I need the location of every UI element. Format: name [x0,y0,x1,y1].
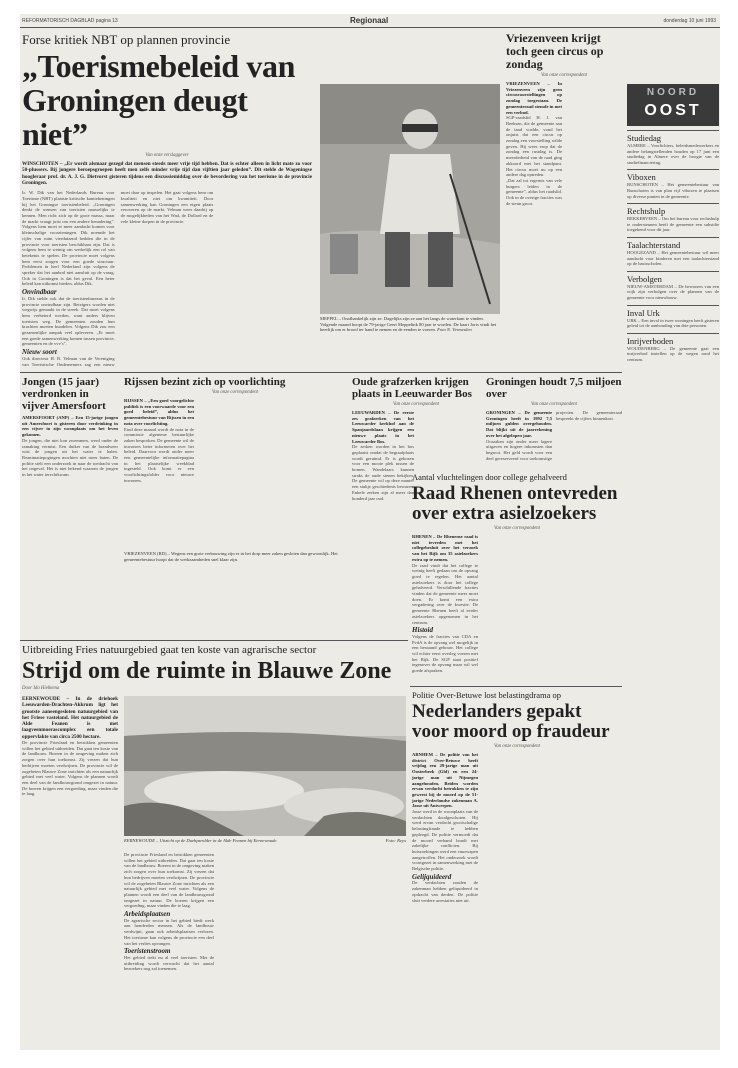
section-rule [20,640,408,641]
byline: Van onze verslaggever [145,153,189,158]
body-text: Volgens de fracties van CDA en PvdA is de opvang wel mogelijk in een bestaand gebouw. Het college wil echter eerst overleg voeren met het Rijk. De SGP staat positief tegenover de opvang maar wil wel goede afspraken. [412,633,478,674]
body-text: De verdachten zouden de zakenman hebben geliquideerd in opdracht van derden. De politie sluit verdere arrestaties niet uit. [412,880,478,903]
body-text: De jongen, die niet kon zwemmen, werd onder de ramaking vermist. Een duiker van de brandweer wist de jongen uit het water te halen. Reanimatiepogingen mochten niet meer baten. De politie stelt een onderzoek in naar de toedracht van het ongeval. Het is niet bekend waarom de jongen in het water terechtkwam. [22,437,118,478]
sidebar-item-title: Taalachterstand [627,237,719,250]
body-columns [412,534,622,674]
body-text: SGP-raadslid H. J. van Beeksen, die de gemeente aan de tand voelde, vond het onjuist dat een circus op zondag een voorstelling wilde geven. Hij wees erop dat de zondag een rustdag is. De meerderheid van de raad ging akkoord met het standpunt. Het circus moet nu op een andere dag optreden. [506,115,562,178]
section-logo [627,84,719,126]
kicker: Forse kritiek NBT op plannen provincie [22,32,231,47]
body-text: Ir. W. Dik van het Nederlands Bureau voor Toerisme (NBT) plaatste kritische kanttekeningen bij het Groningse toeristenbeleid. „Groningen denkt de wensen van toeristen nauwelijks te kennen. Men richt zich op de grote massa, maar de markt vraagt juist om een andere benadering”. Volgens hem moet er meer aandacht komen voor kleinschalige voorzieningen. Dik noemde het cijfer van ruim vierduizend bedden die in de provincie voor toeristen beschikbaar zijn. Dat is volgens hem te weinig om werkelijk een rol van betekenis te spelen. De provincie moet volgens hem eerst zorgen voor een goede structuur. Problemen in heel Nederland zijn volgens de spreker dat het aanbod niet aansluit op de vraag. Ook in Groningen is dat het geval. Een beter beleid kan uitkomst bieden, aldus Dik. [22,190,115,287]
sidebar-item-title: Rechtshulp [627,203,719,216]
lead-paragraph: AMERSFOORT (ANP) – Een 15-jarige jongen uit Amersfoort is gisteren door verdrinking in een vijver in zijn woonplaats om het leven gekomen. [22,415,118,438]
subhead: Toeristenstroom [124,947,171,956]
photo-caption: VRIEZENVEEN (RD) – Wegens een grote verbouwing zijn er in het dorp meer zaken gesloten dan gewoonlijk. Het gemeentebestuur hoopt dat de werkzaamheden snel klaar zijn. [124,551,338,562]
body-columns [486,410,622,466]
lead-paragraph: LEEUWARDEN – De eerste zes grafzerken van het Leeuwarder kerkhof aan de Spanjaardslaan krijgen een nieuwe plaats in het Leeuwarder Bos. [352,410,414,444]
article-toerisme [22,32,312,367]
logo-oost: OOST [644,102,702,119]
page-header [20,14,720,28]
body-columns [506,81,622,366]
byline: Van onze correspondent [541,73,587,78]
logo-noord: NOORD [646,87,700,98]
body-columns [124,852,406,1037]
sidebar-list [627,130,719,362]
photo-elderly-man [320,84,500,314]
headline: Groningen houdt 7,5 miljoen over [486,376,622,400]
paper-name: REFORMATORISCH DAGBLAD pagina 13 [22,18,118,24]
sidebar-noord-oost [627,84,719,1014]
lead-paragraph: RIJSSEN – „Een goed voorgelichte publiek is een voorwaarde voor een goed beleid”, aldus het gemeentebestuur van Rijssen in een nota over voorlichting. [124,398,194,426]
sidebar-item-text: URK – Een inval in twee woningen heeft gisteren geleid tot de aanhouding van drie personen. [627,317,719,329]
body-columns [124,398,346,548]
byline: Van onze correspondent [494,526,540,531]
sidebar-item-text: BUNSCHOTEN – Het gemeentebestuur van Bunschoten is van plan vijf viboxen te plaatsen op diverse punten in de gemeente. [627,182,719,199]
sidebar-item-text: ALMERE – Voorlichters, beleidsmedewerkers en andere belangstellenden houden op 17 juni een studiedag in Almere over de hoogte van de studiefinanciering. [627,143,719,165]
subhead: Nieuw soort [22,348,57,357]
headline: Rijssen bezint zich op voorlichting [124,376,286,388]
kicker: Aantal vluchtelingen door college gehalveerd [412,472,567,482]
headline: Strijd om de ruimte in Blauwe Zone [22,658,392,684]
body-columns [22,415,118,478]
body-columns [22,190,312,367]
subhead: Arbeidsplaatsen [124,910,171,919]
sidebar-item-title: Inrijverboden [627,333,719,346]
body-text: De provincie Friesland en betrokken gemeenten willen het gebied uitbreiden. Dat gaat ten koste van de landbouw. Boeren in de omgeving maken zich zorgen over hun toekomst. Zij vrezen dat hun bedrijven moeten verdwijnen. De provincie wil de zogeheten Blauwe Zone inrichten als een natuurlijk gebied met veel water. Volgens de plannen wordt een deel van de landbouwgrond omgezet in natuur. De boeren krijgen een vergoeding, maar vinden die te laag. [22,740,118,797]
body-text: Ir. Dik stelde ook dat de toeristenbureaus in de provincie onvindbaar zijn. Reizigers worden niet wegwijs gemaakt in de streek. Dat moet volgens hem verbeterd worden, want anders blijven toeristen weg. De gemeenten zouden hun krachten moeten bundelen. Volgens Dik zou een gezamenlijke aanpak veel opleveren. „Er moet een goede samenwerking komen tussen provincie, gemeenten en de vvv's”. [22,295,115,347]
photo-credit: Foto: Reyx [385,838,406,843]
lead-paragraph: VRIEZENVEEN – In Vriezenveen zijn geen circusvoorstellingen op zondag toegestaan. De gemeenteraad stemde in met een verbod. [506,81,562,115]
byline: Van onze correspondent [531,402,577,407]
body-text: Ook directeur H. B. Velman van de Vereniging van Toeristische Ondernemers zag een nieuw moet daar op inspelen. Het gaat volgens hem om kwaliteit en niet om kwantiteit. Door samenwerking kan Groningen een eigen plaats veroveren op de markt. Velman wees daarbij op de mogelijkheden van het Wad, de Dollard en de vele kleine dorpen in de provincie. [22,190,214,367]
sidebar-item-text: HOOGEZAND – Het gemeentebestuur wil meer aandacht voor kinderen met een taalachterstand op de basisscholen. [627,249,719,267]
section-rule [20,372,622,373]
article-rijssen [124,376,346,634]
byline: Door Ido Hielkema [22,686,60,691]
headline: Oude grafzerken krijgen plaats in Leeuwarder Bos [352,376,472,400]
headline: Nederlanders gepakt voor moord op fraudeur [412,701,610,742]
header-rule [20,27,720,28]
byline: Van onze correspondent [393,402,439,407]
body-text: De provincie Friesland en betrokken gemeenten willen het gebied uitbreiden. Dat gaat ten koste van de landbouw. Boeren in de omgeving maken zich zorgen over hun toekomst. Zij vrezen dat hun bedrijven moeten verdwijnen. De provincie wil de zogeheten Blauwe Zone inrichten als een natuurlijk gebied met veel water. Volgens de plannen wordt een deel van de landbouwgrond omgezet in natuur. De boeren krijgen een vergoeding, maar vinden die te laag. [124,852,214,909]
body-text: De agrarische sector in het gebied biedt werk aan honderden mensen. Als de landbouw verdwijnt, gaan ook arbeidsplaatsen verloren. Het toerisme kan volgens de provincie een deel van het verlies opvangen. [124,917,214,946]
article-moord-fraudeur [412,690,622,1044]
article-rhenen [412,472,622,680]
sidebar-item-title: Verbolgen [627,271,719,284]
newspaper-page [20,14,720,1050]
subhead: Onvindbaar [22,288,57,297]
caption-text: MEPPEL – Onafhankelijk zijn ze. Dagelijks zijn ze aan het langs de waterkant te vinden. Volgende maand hoopt de 79-jarige Geert Meppelink 80 jaar te worden. De kaart Jorts vindt het heerlijk om er brood ter hand te nemen en de eenden te voeren. [320,316,497,333]
photo-caption [124,838,406,848]
headline: Vriezenveen krijgt toch geen circus op zondag [506,32,604,71]
sidebar-item-text: WOUDENBERG – De gemeente gaat een inrijverbod instellen op de wegen rond het centrum. [627,345,719,362]
article-groningen-geld [486,376,622,466]
lead-paragraph: EERNEWOUDE – In de driehoek Leeuwarden-Drachten-Akkrum ligt het grootste aaneengesloten natuurgebied van het Friese vasteland. Het natuurgebied de Alde Feanen is met laagveenmoerascomplex een totale oppervlakte van circa 2500 hectare. [22,696,118,740]
body-text: Eind deze maand wordt de nota in de commissie algemene bestuurlijke zaken besproken. De gemeente wil de inwoners beter informeren over het beleid. Daarvoor wordt onder meer een gemeentelijke informatiepagina in het plaatselijke weekblad ingesteld. Ook komt er een voorlichtingsfolder voor nieuwe inwoners. [124,426,194,483]
photo-landscape [124,696,406,836]
body-text: Het gebied trekt nu al veel toeristen. Met de uitbreiding wordt verwacht dat het aantal bezoekers nog zal toenemen. [124,954,214,972]
byline: Van onze correspondent [212,390,258,395]
sidebar-item-text: BEKKERVEEN – Om het bureau voor rechtshulp te ondersteunen heeft de gemeente een subsidie toegekend voor dit jaar. [627,216,719,233]
sidebar-item-title: Studiedag [627,130,719,143]
lead-paragraph: GRONINGEN – De gemeente Groningen heeft in 1992 7,5 miljoen gulden overgehouden. Dat blijkt uit de jaarrekening over het afgelopen jaar. [486,410,552,438]
photo-illustration [124,696,406,836]
kicker: Uitbreiding Fries natuurgebied gaat ten koste van agrarische sector [22,644,317,656]
sidebar-item-title: Viboxen [627,169,719,182]
body-columns [412,752,622,1037]
byline: Van onze correspondent [494,744,540,749]
body-text: Oorzaken zijn onder meer lagere uitgaven en hogere inkomsten dan begroot. Het geld wordt voor een deel gereserveerd voor toekomstige projecten. De gemeenteraad bespreekt de cijfers binnenkort. [486,410,622,461]
lead-paragraph: WINSCHOTEN – „Er wordt alsmaar gezegd dat mensen steeds meer vrije tijd hebben. Dat is echter alleen in licht mate zo voor 50-plussers. Bij jongere beroepsgroepen heeft men zelfs minder vrije tijd dan vijftien jaar geleden”. Dit stelde de Wageningse hoogleraar prof. dr. A. J. G. Dietvorst gisteren tijdens een discussiemiddag over de bevordering van het toerisme in de provincie Groningen. [22,161,312,186]
lead-paragraph: ARNHEM – De politie van het district Over-Betuwe heeft vrijdag een 29-jarige man uit Oosterbeek (Gld) en een 24-jarige man uit Nijmegen aangehouden. Beiden worden ervan verdacht betrokken te zijn geweest bij de moord op de 51-jarige Nederlandse zakenman A. Jasse uit Antwerpen. [412,752,478,809]
kicker: Politie Over-Betuwe lost belastingdrama op [412,690,562,700]
article-verdronken [22,376,118,634]
lead-paragraph: RHENEN – De Rhenense raad is niet tevreden met het collegebesluit over het verzoek van het Rijk om 35 asielzoekers extra op te nemen. [412,534,478,562]
body-text: „Dat zal tot ergernis van vele burgers leiden in de gemeente”, aldus het raadslid. Ook in de overige fracties was de steun groot. [506,177,562,206]
subhead: Histoid [412,626,434,635]
section-rule [410,686,622,687]
lead-column [22,696,118,1036]
photo-caption [320,316,500,352]
headline: Raad Rhenen ontevreden over extra asielzoekers [412,483,618,524]
section-title: Regionaal [350,16,389,25]
body-text: De raad vindt dat het college te weinig heeft gedaan om de opvang goed te regelen. Het aantal asielzoekers is door het college gehalveerd. Verschillende fracties vinden dat de gemeente meer moet doen. Er komt een extra vergadering over de kwestie. De gemeente Rhenen heeft al eerder asielzoekers opgenomen in het centrum. [412,562,478,625]
article-blauwe-zone [22,644,406,1044]
caption-text: EERNEWOUDE – Uitzicht op de Duehpsrolder in de Alde Feanen bij Eernewoude. [124,838,278,843]
headline: Jongen (15 jaar) verdronken in vijver Amersfoort [22,376,106,412]
sidebar-item-text: NIEUW-AMSTERDAM – De bewoners van een wijk zijn verbolgen over de plannen van de gemeente voor nieuwbouw. [627,283,719,300]
body-text: Jasse werd in de woonplaats van de verdachten doodgeschoten. Hij werd ervan verdacht grootschalige belastingfraude te hebben gepleegd. De politie vermoedt dat de moord verband houdt met zakelijke conflicten. Bij huiszoekingen werd een vuurwapen aangetroffen. Het onderzoek wordt voortgezet in samenwerking met de Belgische politie. [412,809,478,872]
body-text: De zerken worden in het bos geplaatst omdat de begraafplaats wordt geruimd. Er is gekozen voor een mooie plek tussen de bomen. Wandelaars kunnen straks de oude stenen bekijken. De gemeente wil op deze manier een stukje geschiedenis bewaren. Enkele zerken zijn al meer dan honderd jaar oud. [352,444,414,501]
sidebar-item-title: Inval Urk [627,305,719,318]
article-circus [506,32,622,367]
page-date: donderdag 10 juni 1993 [663,18,716,24]
subhead: Gelijquideerd [412,872,452,881]
photo-illustration [320,84,500,314]
photo-credit: Foto N. Vermeulen [437,327,472,333]
headline: „Toerismebeleid van Groningen deugt niet” [22,48,295,152]
